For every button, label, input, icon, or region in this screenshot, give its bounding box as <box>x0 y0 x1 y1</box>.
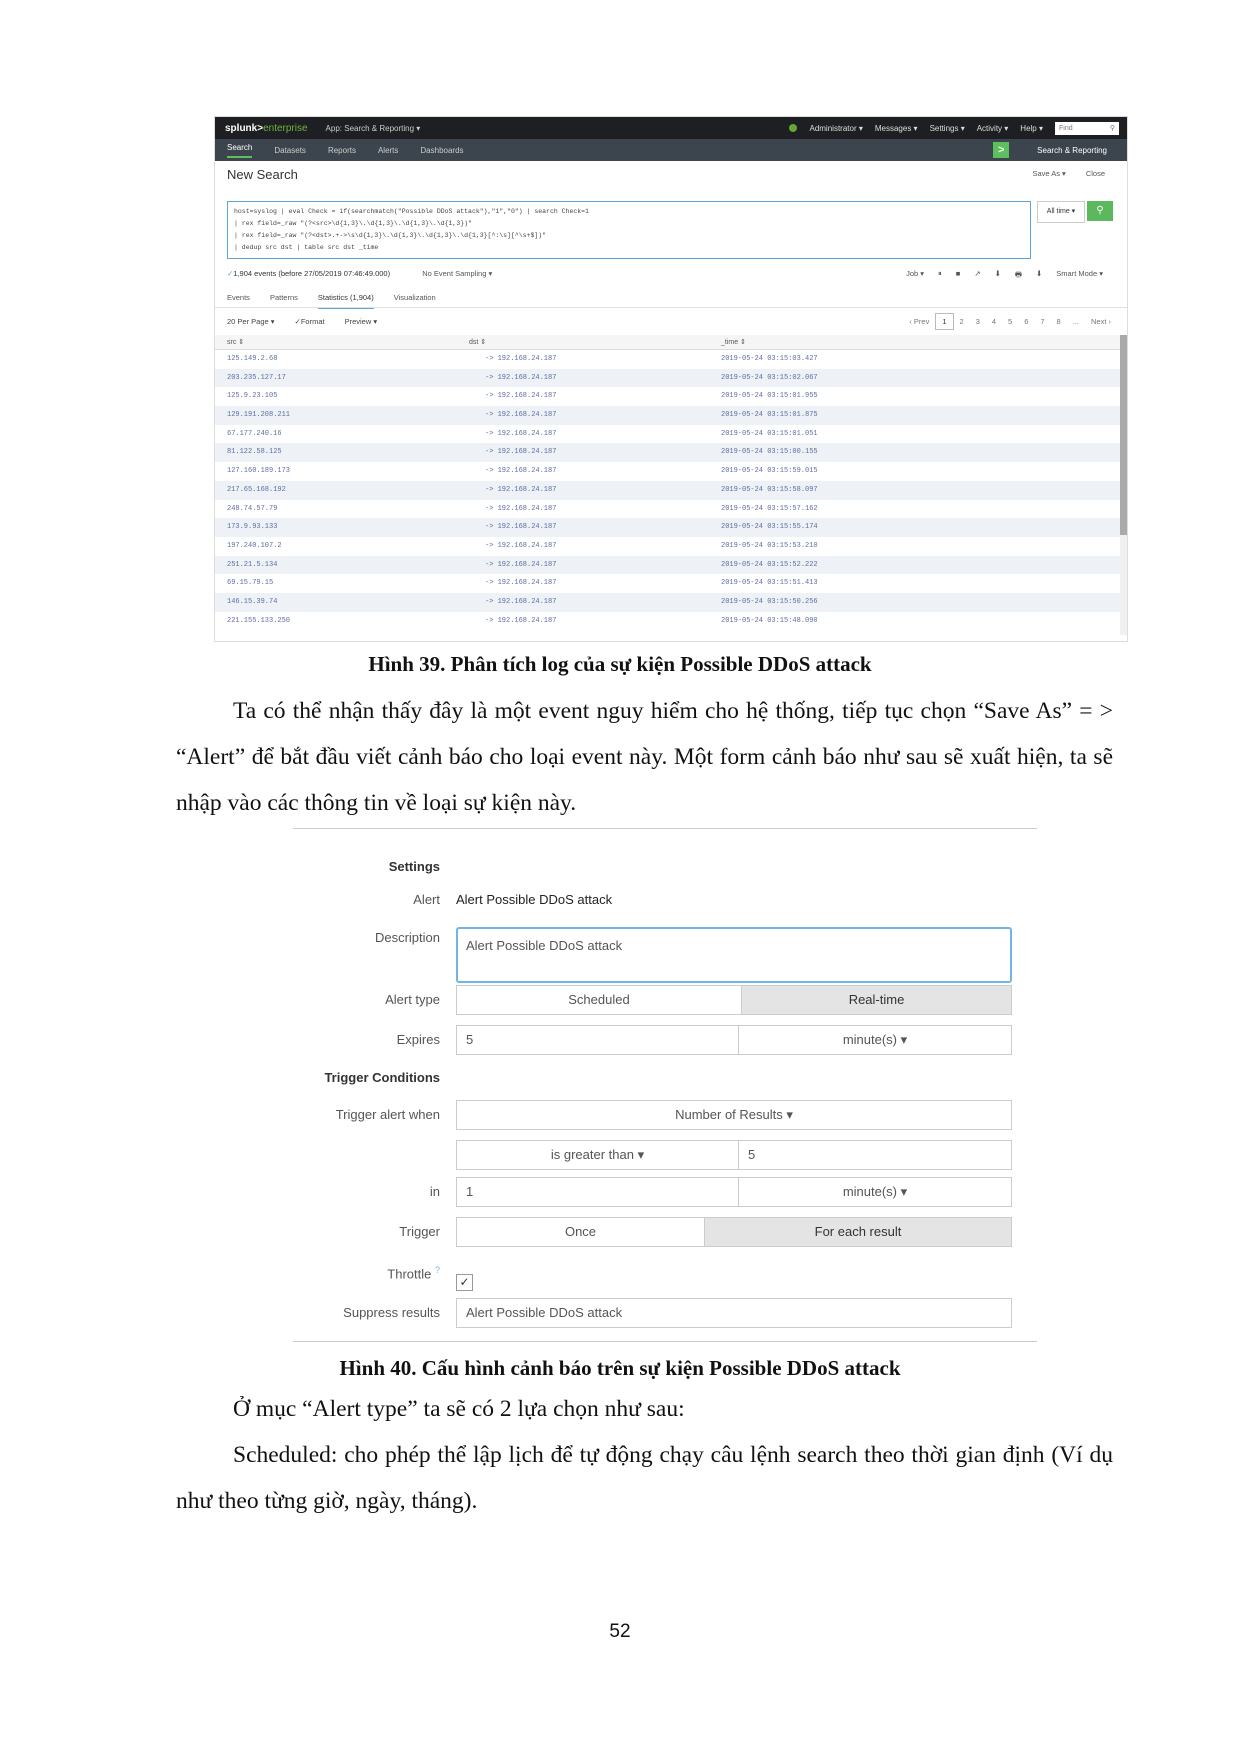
status-dot-icon <box>789 124 797 132</box>
src-cell: 217.65.168.192 <box>227 485 286 494</box>
print-icon[interactable]: 🖶 <box>1014 270 1022 279</box>
dst-cell: -> 192.168.24.187 <box>485 523 557 532</box>
trigger-conditions-heading: Trigger Conditions <box>324 1070 440 1085</box>
page-number: 52 <box>609 1621 631 1642</box>
comparison-value-input[interactable]: 5 <box>738 1140 1012 1170</box>
stop-icon[interactable]: ■ <box>955 269 961 278</box>
tab-patterns[interactable]: Patterns <box>269 293 298 302</box>
in-label: in <box>429 1184 440 1199</box>
table-header <box>215 335 1127 350</box>
src-cell: 67.177.240.16 <box>227 429 282 438</box>
search-icon: ⚲ <box>1109 125 1115 132</box>
time-cell: 2019-05-24 03:15:48.090 <box>721 616 818 625</box>
time-cell: 2019-05-24 03:15:55.174 <box>721 523 818 532</box>
nav-search[interactable]: Search <box>227 143 252 158</box>
src-cell: 203.235.127.17 <box>227 373 286 382</box>
splunk-top-bar <box>215 117 1127 139</box>
search-icon: ⚲ <box>1096 205 1104 216</box>
pager-page[interactable]: 1 <box>935 313 953 330</box>
time-range-picker[interactable]: All time ▾ <box>1037 201 1085 223</box>
pager-page[interactable]: 4 <box>991 317 997 326</box>
dst-cell: -> 192.168.24.187 <box>485 411 557 420</box>
dst-cell: -> 192.168.24.187 <box>485 597 557 606</box>
src-cell: 125.9.23.105 <box>227 392 278 401</box>
trigger-for-each-result[interactable]: For each result <box>704 1217 1012 1247</box>
pager-page[interactable]: 6 <box>1024 317 1029 326</box>
pager-page[interactable]: 2 <box>959 317 964 326</box>
src-cell: 173.9.93.133 <box>227 523 278 532</box>
splunk-search-screenshot <box>214 116 1128 642</box>
table-row <box>215 593 1127 612</box>
dst-cell: -> 192.168.24.187 <box>485 429 557 438</box>
tab-visualization[interactable]: Visualization <box>393 293 436 302</box>
description-textarea[interactable]: Alert Possible DDoS attack <box>456 927 1012 983</box>
nav-reports[interactable]: Reports <box>327 145 356 155</box>
description-label: Description <box>374 930 440 945</box>
time-cell: 2019-05-24 03:15:53.210 <box>721 541 818 550</box>
events-count: 1,904 events (before 27/05/2019 07:46:49.000) <box>233 269 391 278</box>
trigger-when-label: Trigger alert when <box>335 1107 440 1122</box>
query-line: | dedup src dst | table src dst _time <box>234 244 379 251</box>
src-cell: 146.15.39.74 <box>227 597 278 606</box>
query-line: | rex field=_raw "(?<dst>.+->\s\d{1,3}\.\d{1,3}\.\d{1,3}\.\d{1,3}[^:\s][^\s+$])" <box>234 232 547 239</box>
table-row <box>215 350 1127 369</box>
alert-settings-form <box>293 828 1037 1342</box>
table-row <box>215 556 1127 575</box>
download-icon[interactable]: ⬇ <box>1036 269 1043 278</box>
preview-dropdown[interactable]: Preview ▾ <box>344 317 378 326</box>
src-cell: 251.21.5.134 <box>227 560 278 569</box>
column-header-src[interactable]: src ⇕ <box>227 339 245 346</box>
throttle-label: Throttle ? <box>387 1265 440 1282</box>
pager-next[interactable]: Next › <box>1090 317 1111 326</box>
src-cell: 125.149.2.68 <box>227 355 278 363</box>
format-button[interactable]: ✓Format <box>294 317 325 326</box>
table-row <box>215 406 1127 425</box>
table-row <box>215 537 1127 556</box>
alert-type-scheduled[interactable]: Scheduled <box>456 985 742 1015</box>
comparison-dropdown[interactable]: is greater than ▾ <box>456 1140 739 1170</box>
menu-settings[interactable]: Settings ▾ <box>929 123 965 133</box>
dst-cell: -> 192.168.24.187 <box>485 448 557 457</box>
query-line: | rex field=_raw "(?<src>\d{1,3}\.\d{1,3}\.\d{1,3}\.\d{1,3})" <box>234 220 472 227</box>
tab-events[interactable]: Events <box>227 293 250 302</box>
search-query-input[interactable] <box>227 201 1031 259</box>
app-title: > Search & Reporting <box>981 142 1117 158</box>
expires-unit-dropdown[interactable]: minute(s) ▾ <box>738 1025 1012 1055</box>
nav-datasets[interactable]: Datasets <box>274 145 306 155</box>
time-cell: 2019-05-24 03:15:02.067 <box>721 373 818 382</box>
events-status-row <box>227 269 1113 278</box>
pager-ellipsis: ... <box>1072 317 1079 326</box>
pager-page[interactable]: 5 <box>1008 317 1013 326</box>
save-as-button[interactable]: Save As ▾ <box>1032 169 1066 178</box>
menu-activity[interactable]: Activity ▾ <box>976 123 1009 133</box>
dst-cell: -> 192.168.24.187 <box>485 485 557 494</box>
search-mode-dropdown[interactable]: Smart Mode ▾ <box>1056 269 1103 278</box>
in-value-input[interactable]: 1 <box>456 1177 739 1207</box>
time-cell: 2019-05-24 03:15:03.427 <box>721 355 818 363</box>
alert-name: Alert Possible DDoS attack <box>456 892 613 907</box>
table-row <box>215 481 1127 500</box>
results-table <box>215 350 1127 630</box>
dst-cell: -> 192.168.24.187 <box>485 616 557 625</box>
pager-page[interactable]: 7 <box>1040 317 1045 326</box>
paragraph: Ta có thể nhận thấy đây là một event nguy hiểm cho hệ thống, tiếp tục chọn “Save As” = > “Alert” để bắt đầu viết cảnh báo cho loại event này. Một form cảnh báo như sau sẽ xuất hiện, ta sẽ nhập vào các thông tin về loại sự kiện này. <box>176 698 1113 816</box>
app-nav-bar <box>215 139 1127 161</box>
table-row <box>215 518 1127 537</box>
figure-40-caption: Hình 40. Cấu hình cảnh báo trên sự kiện Possible DDoS attack <box>339 1356 901 1380</box>
time-cell: 2019-05-24 03:15:01.051 <box>721 429 818 438</box>
app-selector[interactable]: App: Search & Reporting ▾ <box>325 123 421 133</box>
src-cell: 127.160.189.173 <box>227 467 291 476</box>
trigger-when-dropdown[interactable]: Number of Results ▾ <box>456 1100 1012 1130</box>
alert-label: Alert <box>413 892 440 907</box>
splunk-logo: splunk>enterprise <box>225 122 308 134</box>
table-row <box>215 462 1127 481</box>
time-cell: 2019-05-24 03:15:01.875 <box>721 411 818 420</box>
suppress-input[interactable]: Alert Possible DDoS attack <box>456 1298 1012 1328</box>
time-cell: 2019-05-24 03:15:59.015 <box>721 467 818 476</box>
table-tools <box>227 317 377 326</box>
scrollbar[interactable] <box>1120 335 1127 635</box>
time-cell: 2019-05-24 03:15:52.222 <box>721 560 818 569</box>
scrollbar-thumb[interactable] <box>1120 335 1127 535</box>
pagination <box>903 313 1117 330</box>
time-cell: 2019-05-24 03:15:50.256 <box>721 597 818 606</box>
check-icon: ✓ <box>227 269 234 278</box>
src-cell: 69.15.79.15 <box>227 579 274 588</box>
export-icon[interactable]: ⬇ <box>994 269 1001 278</box>
suppress-label: Suppress results <box>343 1305 440 1320</box>
pager-page[interactable]: 8 <box>1056 317 1061 326</box>
time-cell: 2019-05-24 03:15:58.097 <box>721 485 818 494</box>
table-row <box>215 369 1127 388</box>
alert-type-realtime[interactable]: Real-time <box>741 985 1012 1015</box>
divider <box>215 307 1127 308</box>
paragraph: Scheduled: cho phép thể lập lịch để tự động chạy câu lệnh search theo thời gian định (Ví dụ như theo từng giờ, ngày, tháng). <box>176 1442 1113 1514</box>
page-title: New Search <box>227 167 298 182</box>
close-button[interactable]: Close <box>1085 169 1105 178</box>
src-cell: 248.74.57.79 <box>227 504 278 513</box>
nav-alerts[interactable]: Alerts <box>377 145 399 155</box>
table-row <box>215 387 1127 406</box>
menu-messages[interactable]: Messages ▾ <box>874 123 918 133</box>
paragraph: Ở mục “Alert type” ta sẽ có 2 lựa chọn như sau: <box>233 1396 685 1422</box>
table-row <box>215 612 1127 631</box>
src-cell: 129.191.208.211 <box>227 411 291 420</box>
share-icon[interactable]: ↗ <box>974 269 981 278</box>
dst-cell: -> 192.168.24.187 <box>485 373 557 382</box>
src-cell: 197.240.107.2 <box>227 541 282 550</box>
tab-statistics[interactable]: Statistics (1,904) <box>318 293 374 309</box>
job-menu[interactable]: Job ▾ <box>906 269 925 278</box>
in-unit-dropdown[interactable]: minute(s) ▾ <box>738 1177 1012 1207</box>
pager-page[interactable]: 3 <box>975 317 980 326</box>
table-row <box>215 574 1127 593</box>
table-row <box>215 500 1127 519</box>
dst-cell: -> 192.168.24.187 <box>485 560 557 569</box>
column-header-dst[interactable]: dst ⇕ <box>469 339 487 346</box>
trigger-label: Trigger <box>399 1224 440 1239</box>
expires-label: Expires <box>396 1032 440 1047</box>
help-icon[interactable]: ? <box>434 1265 440 1275</box>
menu-help[interactable]: Help ▾ <box>1020 123 1043 133</box>
table-row <box>215 443 1127 462</box>
find-input[interactable]: Find ⚲ <box>1055 122 1119 135</box>
src-cell: 221.155.133.250 <box>227 616 291 625</box>
settings-heading: Settings <box>388 859 440 874</box>
dst-cell: -> 192.168.24.187 <box>485 467 557 476</box>
per-page-dropdown[interactable]: 20 Per Page ▾ <box>227 317 275 326</box>
dst-cell: -> 192.168.24.187 <box>485 355 557 363</box>
dst-cell: -> 192.168.24.187 <box>485 541 557 550</box>
event-sampling-dropdown[interactable]: No Event Sampling ▾ <box>422 269 493 278</box>
time-cell: 2019-05-24 03:15:01.955 <box>721 392 818 401</box>
pager-prev[interactable]: ‹ Prev <box>909 317 930 326</box>
dst-cell: -> 192.168.24.187 <box>485 392 557 401</box>
time-cell: 2019-05-24 03:15:00.155 <box>721 448 818 457</box>
dst-cell: -> 192.168.24.187 <box>485 579 557 588</box>
alert-type-label: Alert type <box>385 992 440 1007</box>
trigger-once[interactable]: Once <box>456 1217 705 1247</box>
expires-input[interactable]: 5 <box>456 1025 739 1055</box>
time-cell: 2019-05-24 03:15:57.162 <box>721 504 818 513</box>
app-chevron-icon: > <box>993 142 1009 158</box>
nav-dashboards[interactable]: Dashboards <box>420 145 464 155</box>
column-header-time[interactable]: _time ⇕ <box>721 339 746 346</box>
time-cell: 2019-05-24 03:15:51.413 <box>721 579 818 588</box>
search-button[interactable] <box>1087 201 1113 221</box>
figure-39-caption: Hình 39. Phân tích log của sự kiện Possible DDoS attack <box>368 652 872 676</box>
src-cell: 81.122.58.125 <box>227 448 282 457</box>
dst-cell: -> 192.168.24.187 <box>485 504 557 513</box>
pause-icon[interactable]: ⏸ <box>938 269 942 278</box>
throttle-checkbox[interactable]: ✓ <box>456 1274 473 1291</box>
table-row <box>215 425 1127 444</box>
query-line: host=syslog | eval Check = if(searchmatch("Possible DDoS attack"),"1","0") | search Check=1 <box>234 208 589 215</box>
menu-administrator[interactable]: Administrator ▾ <box>809 123 863 133</box>
